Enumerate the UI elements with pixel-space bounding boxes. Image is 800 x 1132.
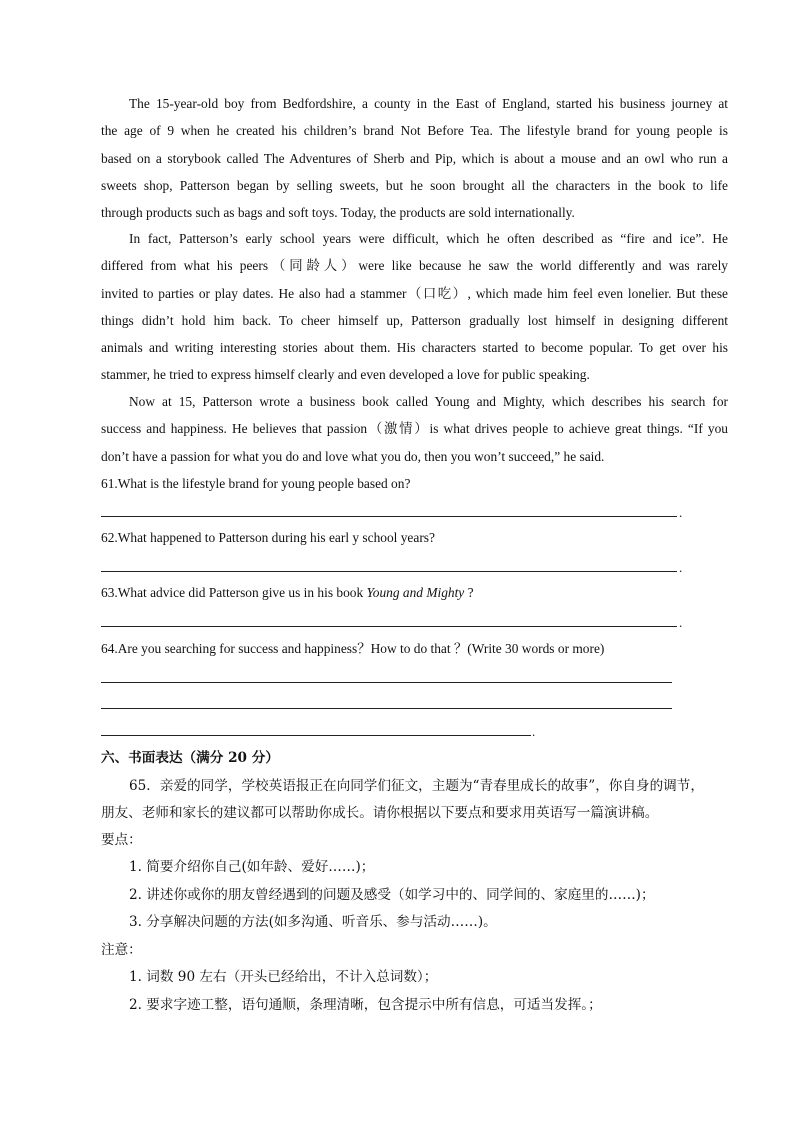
question-63-text: 63.What advice did Patterson give us in his book bbox=[101, 585, 367, 600]
points-label: 要点： bbox=[101, 832, 142, 848]
passage-line: stammer, he tried to express himself clearly and even developed a love for public speaking. bbox=[101, 367, 590, 383]
question-63-mark: ? bbox=[464, 585, 474, 600]
passage-line: invited to parties or play dates. He also had a stammer（口吃）, which made him feel even lonelier. But these bbox=[101, 285, 728, 301]
question-64: 64.Are you searching for success and happiness？How to do that ？(Write 30 words or more) bbox=[101, 641, 605, 656]
answer-line-end-mark: . bbox=[679, 505, 683, 520]
question-61: 61.What is the lifestyle brand for young people based on? bbox=[101, 476, 411, 491]
passage-line: sweets shop, Patterson began by selling sweets, but he soon brought all the characters in the book to life bbox=[101, 177, 728, 193]
point-item: 1. 简要介绍你自己(如年龄、爱好……)； bbox=[129, 859, 375, 875]
passage-line: the age of 9 when he created his children’s brand Not Before Tea. The lifestyle brand for young people is bbox=[101, 123, 728, 139]
passage-paragraph-2 bbox=[101, 225, 728, 389]
writing-prompt-line-1: 65．亲爱的同学，学校英语报正在向同学们征文，主题为“青春里成长的故事”，你自身的调节， bbox=[129, 778, 704, 794]
passage-line: The 15-year-old boy from Bedfordshire, a county in the East of England, started his business journey at bbox=[129, 96, 728, 111]
answer-line-end-mark: . bbox=[532, 724, 536, 739]
passage-line: success and happiness. He believes that passion（激情）is what drives people to achieve great things. “If you bbox=[101, 421, 728, 437]
notes-label: 注意： bbox=[101, 942, 142, 958]
answer-line-end-mark: . bbox=[679, 560, 683, 575]
passage-line: based on a storybook called The Adventures of Sherb and Pip, which is about a mouse and an owl who run a bbox=[101, 150, 728, 166]
passage-line: In fact, Patterson’s early school years were difficult, which he often described as “fire and ice”. He bbox=[129, 231, 728, 246]
passage-line: don’t have a passion for what you do and love what you do, then you won’t succeed,” he said. bbox=[101, 448, 605, 464]
answer-line-61[interactable] bbox=[101, 516, 677, 517]
passage-line: things didn’t hold him back. To cheer himself up, Patterson gradually lost himself in designing different bbox=[101, 312, 728, 328]
section-heading: 六、书面表达（满分 20 分） bbox=[101, 750, 279, 766]
passage-line: animals and writing interesting stories about them. His characters started to become popular. To get over his bbox=[101, 340, 728, 356]
answer-line-64-3[interactable] bbox=[101, 735, 531, 736]
answer-line-64-2[interactable] bbox=[101, 708, 672, 709]
question-62: 62.What happened to Patterson during his earl y school years? bbox=[101, 530, 435, 545]
point-item: 3. 分享解决问题的方法(如多沟通、听音乐、参与活动……)。 bbox=[129, 914, 497, 930]
answer-line-62[interactable] bbox=[101, 571, 677, 572]
passage-line: Now at 15, Patterson wrote a business book called Young and Mighty, which describes his search for bbox=[129, 394, 728, 409]
answer-line-64-1[interactable] bbox=[101, 682, 672, 683]
answer-line-end-mark: . bbox=[679, 615, 683, 630]
note-item: 2. 要求字迹工整，语句通顺，条理清晰，包含提示中所有信息，可适当发挥。； bbox=[129, 997, 602, 1013]
question-63 bbox=[101, 583, 474, 603]
answer-line-63[interactable] bbox=[101, 626, 677, 627]
writing-prompt-line-2: 朋友、老师和家长的建议都可以帮助你成长。请你根据以下要点和要求用英语写一篇演讲稿。 bbox=[101, 805, 659, 821]
point-item: 2. 讲述你或你的朋友曾经遇到的问题及感受（如学习中的、同学间的、家庭里的……)； bbox=[129, 887, 655, 903]
book-title: Young and Mighty bbox=[366, 585, 465, 600]
passage-paragraph-1 bbox=[101, 90, 728, 226]
passage-line: differed from what his peers（同龄人）were like because he saw the world differently and was rarely bbox=[101, 258, 728, 274]
note-item: 1. 词数 90 左右（开头已经给出，不计入总词数）； bbox=[129, 969, 438, 985]
passage-line: through products such as bags and soft toys. Today, the products are sold internationally. bbox=[101, 205, 575, 221]
passage-paragraph-3 bbox=[101, 388, 728, 470]
